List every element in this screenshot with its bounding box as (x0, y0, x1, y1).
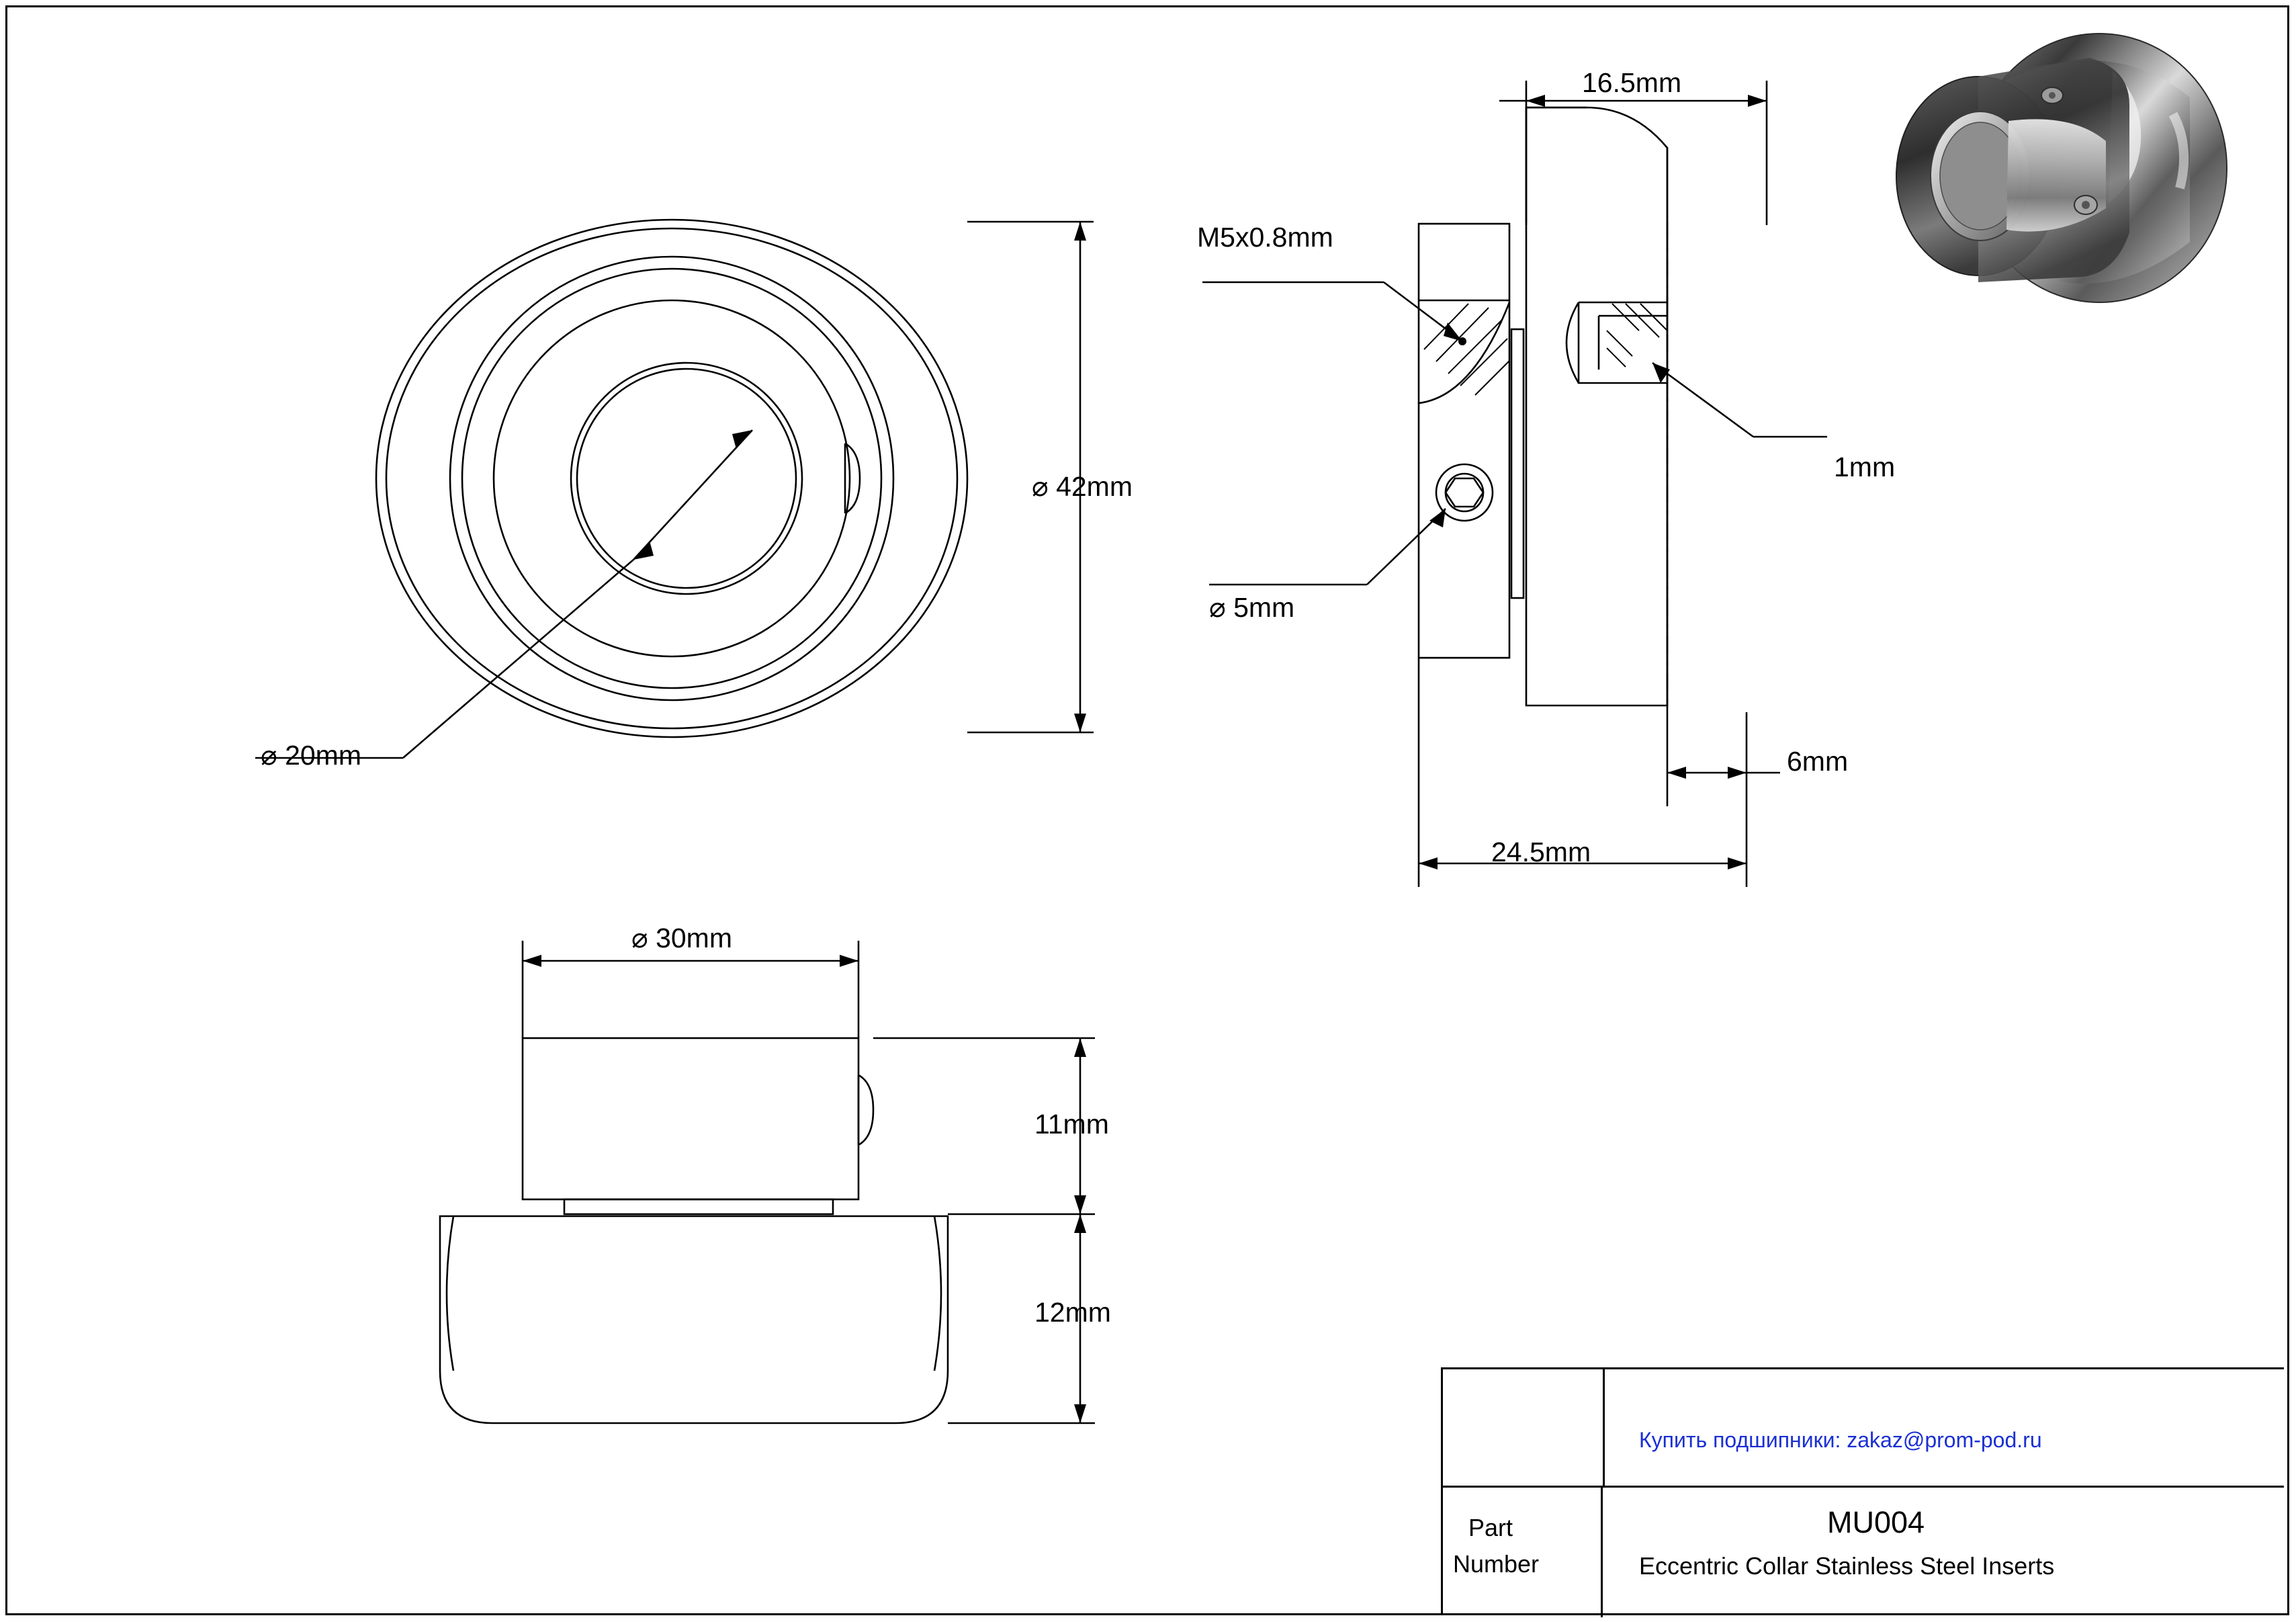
label-setscrew-thread: M5x0.8mm (1197, 222, 1333, 253)
dim-collar-outer-diameter (523, 941, 858, 1038)
front-view (376, 220, 967, 737)
dim-collar-width (1499, 81, 1767, 225)
section-view (1419, 108, 1667, 706)
label-collar-width: 16.5mm (1582, 67, 1682, 98)
label-snap-detail: 1mm (1834, 452, 1896, 482)
label-bore-diameter: ⌀ 20mm (261, 740, 361, 771)
contact-email-note: Купить подшипники: zakaz@prom-pod.ru (1639, 1428, 2042, 1452)
dim-inner-ring-width (1667, 706, 1780, 806)
product-render-3d (1896, 34, 2227, 302)
leader-setscrew-thread (1202, 282, 1462, 341)
label-inner-ring-width: 6mm (1787, 746, 1849, 777)
label-height-lower: 12mm (1034, 1297, 1111, 1328)
label-total-width: 24.5mm (1491, 837, 1591, 867)
part-description: Eccentric Collar Stainless Steel Inserts (1639, 1552, 2055, 1580)
part-label-line2: Number (1453, 1550, 1540, 1578)
label-height-upper: 11mm (1034, 1109, 1109, 1140)
side-view (440, 1038, 948, 1423)
part-label-line1: Part (1468, 1514, 1513, 1541)
leader-snap-detail (1652, 363, 1827, 437)
label-collar-outer-diameter: ⌀ 30mm (631, 923, 732, 953)
leader-setscrew-hole (1209, 509, 1446, 585)
label-outer-diameter: ⌀ 42mm (1032, 471, 1133, 502)
label-setscrew-hole-diameter: ⌀ 5mm (1209, 592, 1295, 623)
part-number-value: MU004 (1827, 1505, 1925, 1539)
title-block-divider (1603, 1369, 1605, 1488)
